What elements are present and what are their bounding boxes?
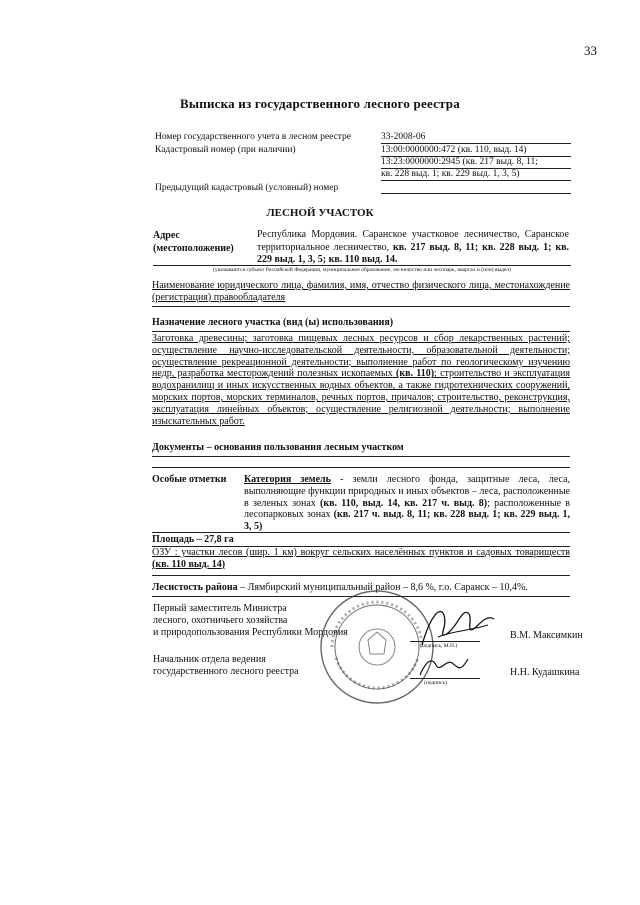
purpose-text-post: ; строительство и эксплуатация водохранилищ и иных искусственных водных объектов, а также гидротехнических сооружений, морских портов, морских терминалов, речных портов, причалов; строительство, реконструкция, эксплуатация линейных объектов; осуществление религиозной деятельности; выполнение изыскательных работ. [152,368,571,427]
divider [152,467,570,468]
divider [152,456,570,457]
sign-caption: (подпись, М.П.) [420,643,458,649]
address-bold: кв. 217 выд. 8, 11; кв. 228 выд. 1; кв. 229 выд. 1, 3, 5; кв. 110 выд. 14. [257,241,569,265]
cadastral-line: 13:23:0000000:2945 (кв. 217 выд. 8, 11; [381,156,571,169]
land-category-label: Категория земель [244,474,331,485]
special-bold-part: (кв. 217 ч. выд. 8, 11; кв. 228 выд. 1; кв. 229 выд. 1, 3, 5) [244,509,570,533]
prev-cadastral-line [381,193,571,194]
special-bold-part: (кв. 110, выд. 14, кв. 217 ч. выд. 8) [320,497,488,509]
purpose-heading: Назначение лесного участка (вид (ы) использования) [152,317,394,328]
address-label-line: Адрес [153,230,180,241]
forest-cover-label: Лесистость района [152,582,238,593]
area-line: Площадь – 27,8 га [152,534,234,545]
signer-position-line: и природопользования Республики Мордовия [153,627,348,638]
forest-cover-text: – Лямбирский муниципальный район – 8,6 %, г.о. Саранск – 10,4%. [237,582,528,593]
sign-caption: (подпись) [424,680,447,686]
page-number: 33 [584,43,597,58]
cadastral-line: 13:00:0000000:472 (кв. 110, выд. 14) [381,144,571,157]
ozu-bold: (кв. 110 выд. 14) [152,558,226,570]
special-text-part: - земли лесного фонда, защитные леса, леса, выполняющие функции природных и иных объектов – леса, расположенные в зеленых зонах [244,474,571,509]
prev-cadastral-label: Предыдущий кадастровый (условный) номер [155,183,339,193]
signature-scribble [416,651,472,681]
signer-position-line: лесного, охотничьего хозяйства [153,615,288,626]
signer-position-line: Начальник отдела ведения [153,654,266,665]
divider [152,532,570,533]
address-label-line: (местоположение) [153,243,234,254]
signature-scribble [418,597,498,657]
divider [152,306,570,307]
signer-position-line: Первый заместитель Министра [153,603,287,614]
divider [152,331,570,332]
address-value [257,229,569,267]
purpose-text-bold: (кв. 110) [396,368,435,380]
section-heading: ЛЕСНОЙ УЧАСТОК [266,207,374,219]
ozu-text: ОЗУ : участки лесов (шир. 1 км) вокруг сельских населённых пунктов и садовых товариществ [152,547,570,558]
divider [152,575,570,576]
cadastral-label: Кадастровый номер (при наличии) [155,145,296,155]
special-label: Особые отметки [152,474,227,485]
address-footnote: (указываются субъект Российской Федерации, муниципальное образование, лесничество или лесопарк, квартал и (или) выдел) [153,265,571,273]
address-text: Республика Мордовия. Саранское участковое лесничество, Саранское территориальное лесничество, [257,229,569,253]
signer-position-line: государственного лесного реестра [153,666,299,677]
reg-number-label: Номер государственного учета в лесном реестре [155,132,351,142]
cadastral-line: кв. 228 выд. 1; кв. 229 выд. 1, 3, 5) [381,168,571,181]
special-text-part: ; расположенные в лесопарковых зонах [244,497,570,521]
purpose-text [152,333,570,427]
holder-line: Наименование юридического лица, фамилия, имя, отчество физического лица, местонахождение (регистрация) правообладателя [152,280,570,303]
document-title: Выписка из государственного лесного реестра [180,96,460,111]
signer-name: В.М. Максимкин [510,630,583,641]
address-label [153,229,234,255]
signer-name: Н.Н. Кудашкина [510,667,580,678]
purpose-text-pre: Заготовка древесины; заготовка пищевых лесных ресурсов и сбор лекарственных растений; осуществление научно-исследовательской деятельности, образовательной деятельности; осуществление рекреационной деятельности; выполнение работ по геологическому изучению недр, разработка месторождений полезных ископаемых [152,333,570,380]
reg-number-value: 33-2008-06 [381,131,571,144]
signer-position [153,654,299,678]
ozu-line [152,547,570,571]
special-text [244,474,570,533]
documents-heading: Документы – основания пользования лесным участком [152,442,404,453]
